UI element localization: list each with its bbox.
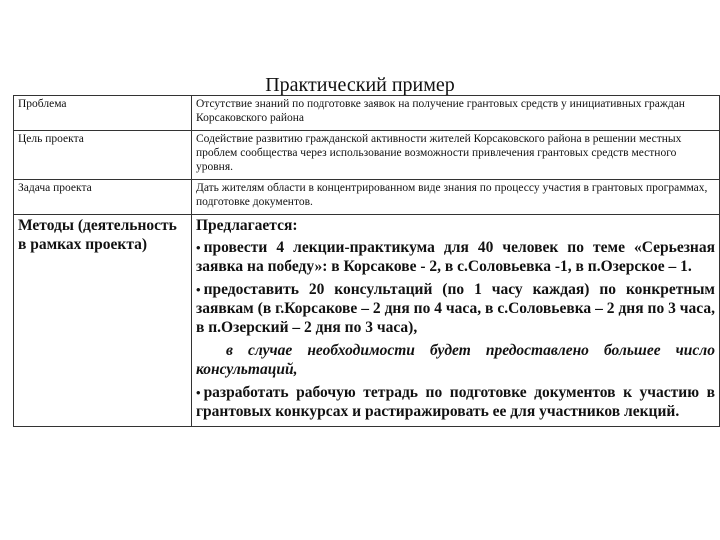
row-content-problem: Отсутствие знаний по подготовке заявок на получение грантовых средств у инициативных граждан Корсаковского района	[192, 96, 720, 131]
list-item-text: предоставить 20 консультаций (по 1 часу каждая) по конкретным заявкам (в г.Корсакове – 2 дня по 4 часа, в с.Соловьевка – 2 дня по 3 часа, в п.Озерский – 2 дня по 3 часа),	[196, 281, 715, 336]
project-table	[13, 95, 720, 427]
methods-heading: Предлагается:	[196, 217, 298, 234]
page-title: Практический пример	[265, 74, 455, 96]
row-content-methods	[192, 215, 720, 427]
row-content-task: Дать жителям области в концентрированном виде знания по процессу участия в грантовых программах, подготовке документов.	[192, 180, 720, 215]
list-item	[196, 383, 715, 421]
list-item	[196, 280, 715, 337]
row-content-goal: Содействие развитию гражданской активности жителей Корсаковского района в решении местных проблем сообщества через использование возможности привлечения грантовых средств местного уровня.	[192, 131, 720, 180]
list-item	[196, 238, 715, 276]
table-row-task	[14, 180, 720, 215]
methods-note: в случае необходимости будет предоставлено большее число консультаций,	[196, 342, 715, 378]
row-label-problem: Проблема	[14, 96, 192, 131]
row-label-goal: Цель проекта	[14, 131, 192, 180]
table-row-problem	[14, 96, 720, 131]
bullet-icon: •	[196, 240, 201, 255]
bullet-icon: •	[196, 282, 201, 297]
table-row-methods	[14, 215, 720, 427]
table-row-goal	[14, 131, 720, 180]
row-label-task: Задача проекта	[14, 180, 192, 215]
bullet-icon: •	[196, 385, 201, 400]
list-item-text: разработать рабочую тетрадь по подготовке документов к участию в грантовых конкурсах и растиражировать ее для участников лекций.	[196, 384, 715, 420]
list-item-text: провести 4 лекции-практикума для 40 человек по теме «Серьезная заявка на победу»: в Корсакове - 2, в с.Соловьевка -1, в п.Озерское – 1.	[196, 239, 715, 275]
row-label-methods: Методы (деятельность в рамках проекта)	[14, 215, 192, 427]
